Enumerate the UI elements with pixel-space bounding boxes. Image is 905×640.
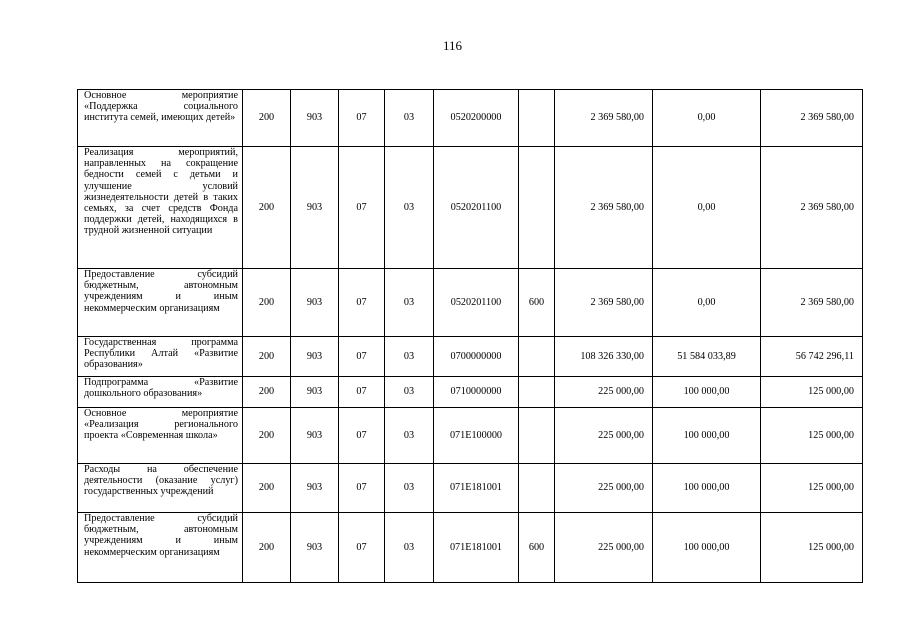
- subsection-code-cell: 03: [385, 337, 434, 377]
- section-code-cell: 07: [339, 377, 385, 408]
- subsection-code-cell: 03: [385, 377, 434, 408]
- gr-code-cell: 903: [291, 147, 339, 269]
- amount-cell-1: 225 000,00: [555, 464, 653, 513]
- gr-code-cell: 903: [291, 408, 339, 464]
- amount-cell-3: 2 369 580,00: [761, 147, 863, 269]
- amount-cell-2: 51 584 033,89: [653, 337, 761, 377]
- gr-code-cell: 903: [291, 513, 339, 583]
- section-code-cell: 07: [339, 269, 385, 337]
- admin-code-cell: 200: [243, 147, 291, 269]
- admin-code-cell: 200: [243, 464, 291, 513]
- expense-type-cell: [519, 408, 555, 464]
- expense-type-cell: [519, 337, 555, 377]
- row-name-cell: Расходы на обеспечение деятельности (оказание услуг) государственных учреждений: [78, 464, 243, 513]
- subsection-code-cell: 03: [385, 90, 434, 147]
- amount-cell-2: 100 000,00: [653, 464, 761, 513]
- amount-cell-3: 125 000,00: [761, 408, 863, 464]
- target-article-cell: 0710000000: [434, 377, 519, 408]
- amount-cell-1: 225 000,00: [555, 377, 653, 408]
- row-name-cell: Основное мероприятие «Реализация регионального проекта «Современная школа»: [78, 408, 243, 464]
- amount-cell-2: 0,00: [653, 90, 761, 147]
- row-name-cell: Подпрограмма «Развитие дошкольного образования»: [78, 377, 243, 408]
- table-row: [78, 464, 863, 513]
- target-article-cell: 0520200000: [434, 90, 519, 147]
- amount-cell-1: 108 326 330,00: [555, 337, 653, 377]
- section-code-cell: 07: [339, 337, 385, 377]
- row-name-cell: Основное мероприятие «Поддержка социального института семей, имеющих детей»: [78, 90, 243, 147]
- amount-cell-1: 225 000,00: [555, 513, 653, 583]
- amount-cell-1: 2 369 580,00: [555, 269, 653, 337]
- section-code-cell: 07: [339, 90, 385, 147]
- target-article-cell: 0520201100: [434, 269, 519, 337]
- amount-cell-2: 100 000,00: [653, 377, 761, 408]
- subsection-code-cell: 03: [385, 269, 434, 337]
- target-article-cell: 071E181001: [434, 513, 519, 583]
- amount-cell-2: 0,00: [653, 147, 761, 269]
- amount-cell-1: 2 369 580,00: [555, 147, 653, 269]
- subsection-code-cell: 03: [385, 513, 434, 583]
- target-article-cell: 0520201100: [434, 147, 519, 269]
- amount-cell-1: 2 369 580,00: [555, 90, 653, 147]
- table-row: [78, 269, 863, 337]
- expense-type-cell: [519, 464, 555, 513]
- admin-code-cell: 200: [243, 90, 291, 147]
- admin-code-cell: 200: [243, 337, 291, 377]
- amount-cell-3: 125 000,00: [761, 464, 863, 513]
- target-article-cell: 071E100000: [434, 408, 519, 464]
- expense-type-cell: 600: [519, 513, 555, 583]
- target-article-cell: 0700000000: [434, 337, 519, 377]
- gr-code-cell: 903: [291, 377, 339, 408]
- target-article-cell: 071E181001: [434, 464, 519, 513]
- gr-code-cell: 903: [291, 269, 339, 337]
- expense-type-cell: [519, 147, 555, 269]
- gr-code-cell: 903: [291, 464, 339, 513]
- expense-type-cell: [519, 377, 555, 408]
- section-code-cell: 07: [339, 513, 385, 583]
- row-name-cell: Предоставление субсидий бюджетным, автономным учреждениям и иным некоммерческим организациям: [78, 269, 243, 337]
- budget-table: [77, 89, 863, 583]
- subsection-code-cell: 03: [385, 147, 434, 269]
- table-row: [78, 377, 863, 408]
- subsection-code-cell: 03: [385, 408, 434, 464]
- table-row: [78, 90, 863, 147]
- admin-code-cell: 200: [243, 513, 291, 583]
- table-row: [78, 147, 863, 269]
- admin-code-cell: 200: [243, 269, 291, 337]
- row-name-cell: Предоставление субсидий бюджетным, автономным учреждениям и иным некоммерческим организациям: [78, 513, 243, 583]
- section-code-cell: 07: [339, 147, 385, 269]
- amount-cell-3: 125 000,00: [761, 513, 863, 583]
- page-number: 116: [442, 38, 463, 53]
- amount-cell-3: 56 742 296,11: [761, 337, 863, 377]
- gr-code-cell: 903: [291, 337, 339, 377]
- amount-cell-2: 0,00: [653, 269, 761, 337]
- amount-cell-3: 2 369 580,00: [761, 90, 863, 147]
- amount-cell-3: 125 000,00: [761, 377, 863, 408]
- section-code-cell: 07: [339, 408, 385, 464]
- amount-cell-2: 100 000,00: [653, 513, 761, 583]
- gr-code-cell: 903: [291, 90, 339, 147]
- subsection-code-cell: 03: [385, 464, 434, 513]
- amount-cell-2: 100 000,00: [653, 408, 761, 464]
- row-name-cell: Государственная программа Республики Алтай «Развитие образования»: [78, 337, 243, 377]
- row-name-cell: Реализация мероприятий, направленных на сокращение бедности семей с детьми и улучшение условий жизнедеятельности детей в таких семьях, за счет средств Фонда поддержки детей, находящихся в трудной жизненной ситуации: [78, 147, 243, 269]
- amount-cell-1: 225 000,00: [555, 408, 653, 464]
- table-row: [78, 513, 863, 583]
- table-row: [78, 408, 863, 464]
- admin-code-cell: 200: [243, 377, 291, 408]
- section-code-cell: 07: [339, 464, 385, 513]
- amount-cell-3: 2 369 580,00: [761, 269, 863, 337]
- admin-code-cell: 200: [243, 408, 291, 464]
- table-row: [78, 337, 863, 377]
- expense-type-cell: [519, 90, 555, 147]
- expense-type-cell: 600: [519, 269, 555, 337]
